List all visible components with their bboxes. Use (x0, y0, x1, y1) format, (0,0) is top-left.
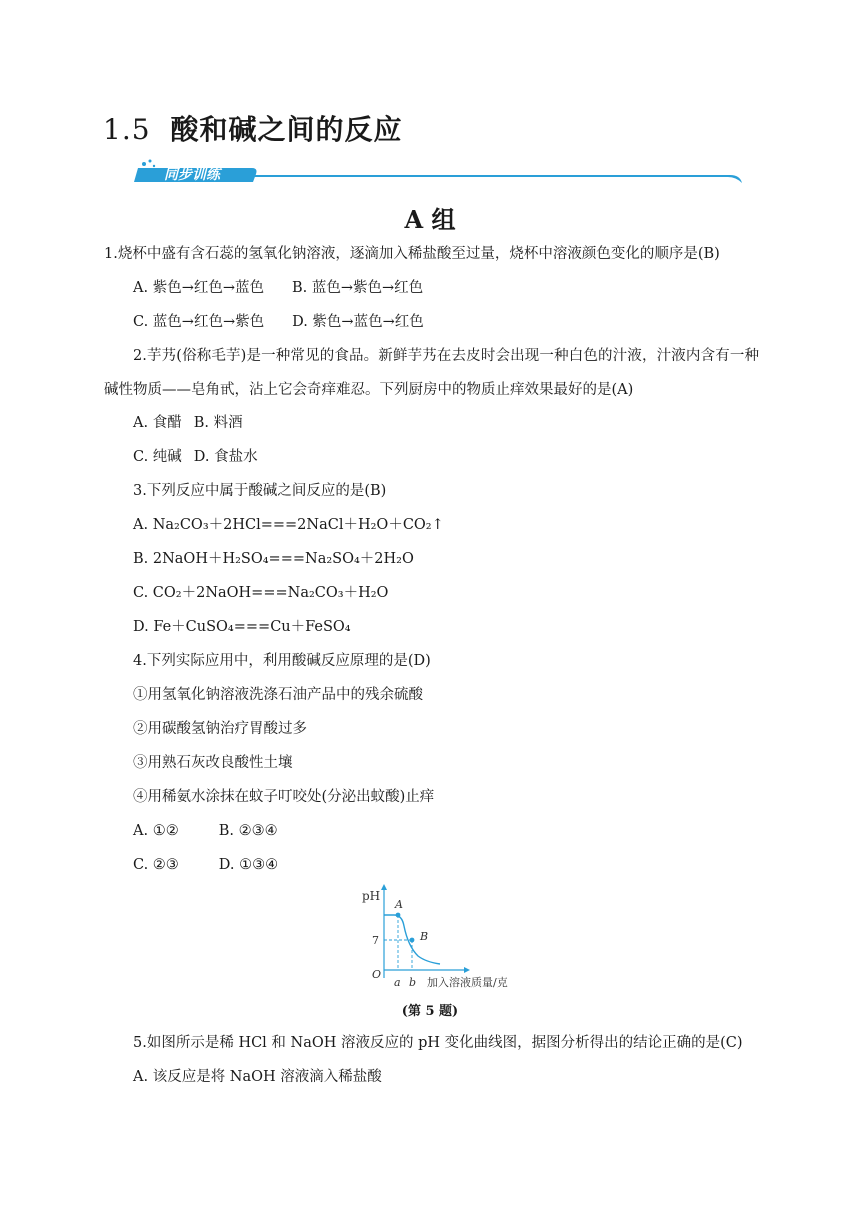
q3-stem: 3.下列反应中属于酸碱之间反应的是(B) (133, 483, 387, 499)
q2-option-a: A. 食醋 (133, 415, 182, 431)
point-a (396, 913, 401, 918)
q4-option-d: D. ①③④ (218, 857, 279, 873)
point-a-label: A (395, 898, 403, 911)
sync-training-banner (130, 155, 742, 189)
q3-option-d: D. Fe＋CuSO₄===Cu＋FeSO₄ (133, 619, 351, 635)
q4-options-row2 (133, 855, 278, 875)
q5-option-a: A. 该反应是将 NaOH 溶液滴入稀盐酸 (133, 1069, 382, 1085)
q4-options-row1 (133, 821, 278, 841)
q1-options-row1 (133, 278, 423, 298)
q4-option-a: A. ①② (133, 823, 179, 839)
x-axis-label: 加入溶液质量/克 (427, 976, 508, 989)
q4-option-c: C. ②③ (133, 857, 179, 873)
q1-option-a: A. 紫色→红色→蓝色 (133, 280, 264, 296)
q2-option-c: C. 纯碱 (133, 449, 182, 465)
q4-item-4: ④用稀氨水涂抹在蚊子叮咬处(分泌出蚊酸)止痒 (133, 789, 435, 805)
q1-stem: 1.烧杯中盛有含石蕊的氢氧化钠溶液，逐滴加入稀盐酸至过量，烧杯中溶液颜色变化的顺序是(B) (104, 246, 720, 262)
y-axis (381, 884, 387, 978)
q4-option-b: B. ②③④ (218, 823, 278, 839)
q2-option-d: D. 食盐水 (193, 449, 258, 465)
lesson-number: 1.5 (103, 113, 151, 146)
q4-stem: 4.下列实际应用中，利用酸碱反应原理的是(D) (133, 653, 431, 669)
lesson-title (103, 108, 403, 148)
q1-options-row2 (133, 312, 424, 332)
x-tick-b: b (409, 976, 417, 989)
lesson-name: 酸和碱之间的反应 (170, 113, 403, 146)
q1-option-d: D. 紫色→蓝色→红色 (292, 314, 424, 330)
q2-stem: 2.芋艿(俗称毛芋)是一种常见的食品。新鲜芋艿在去皮时会出现一种白色的汁液，汁液内含有一种碱性物质——皂角甙，沾上它会奇痒难忍。下列厨房中的物质止痒效果最好的是(A) (104, 348, 759, 398)
q2-options-row1 (133, 413, 243, 433)
figure-caption: (第 5 题) (401, 1004, 459, 1019)
q1-option-b: B. 蓝色→紫色→红色 (292, 280, 424, 296)
q3-option-c: C. CO₂＋2NaOH===Na₂CO₃＋H₂O (133, 585, 389, 601)
ph-curve-figure (356, 880, 536, 992)
origin-label: O (372, 968, 382, 981)
q2-options-row2 (133, 447, 258, 467)
x-axis (384, 967, 470, 973)
banner-label: 同步训练 (164, 167, 220, 183)
y-axis-label: pH (362, 889, 381, 903)
point-b-label: B (420, 930, 429, 943)
q3-option-b: B. 2NaOH＋H₂SO₄===Na₂SO₄＋2H₂O (133, 551, 414, 567)
q4-item-3: ③用熟石灰改良酸性土壤 (133, 755, 293, 771)
point-b (410, 938, 415, 943)
q4-item-1: ①用氢氧化钠溶液洗涤石油产品中的残余硫酸 (133, 687, 423, 703)
q5-stem: 5.如图所示是稀 HCl 和 NaOH 溶液反应的 pH 变化曲线图，据图分析得出的结论正确的是(C) (133, 1035, 743, 1051)
q3-option-a: A. Na₂CO₃＋2HCl===2NaCl＋H₂O＋CO₂↑ (133, 517, 444, 533)
y-tick-7: 7 (372, 934, 379, 947)
x-tick-a: a (394, 976, 401, 989)
q1-option-c: C. 蓝色→红色→紫色 (133, 314, 265, 330)
q4-item-2: ②用碳酸氢钠治疗胃酸过多 (133, 721, 307, 737)
q2-option-b: B. 料酒 (193, 415, 243, 431)
section-heading: A 组 (404, 205, 456, 234)
